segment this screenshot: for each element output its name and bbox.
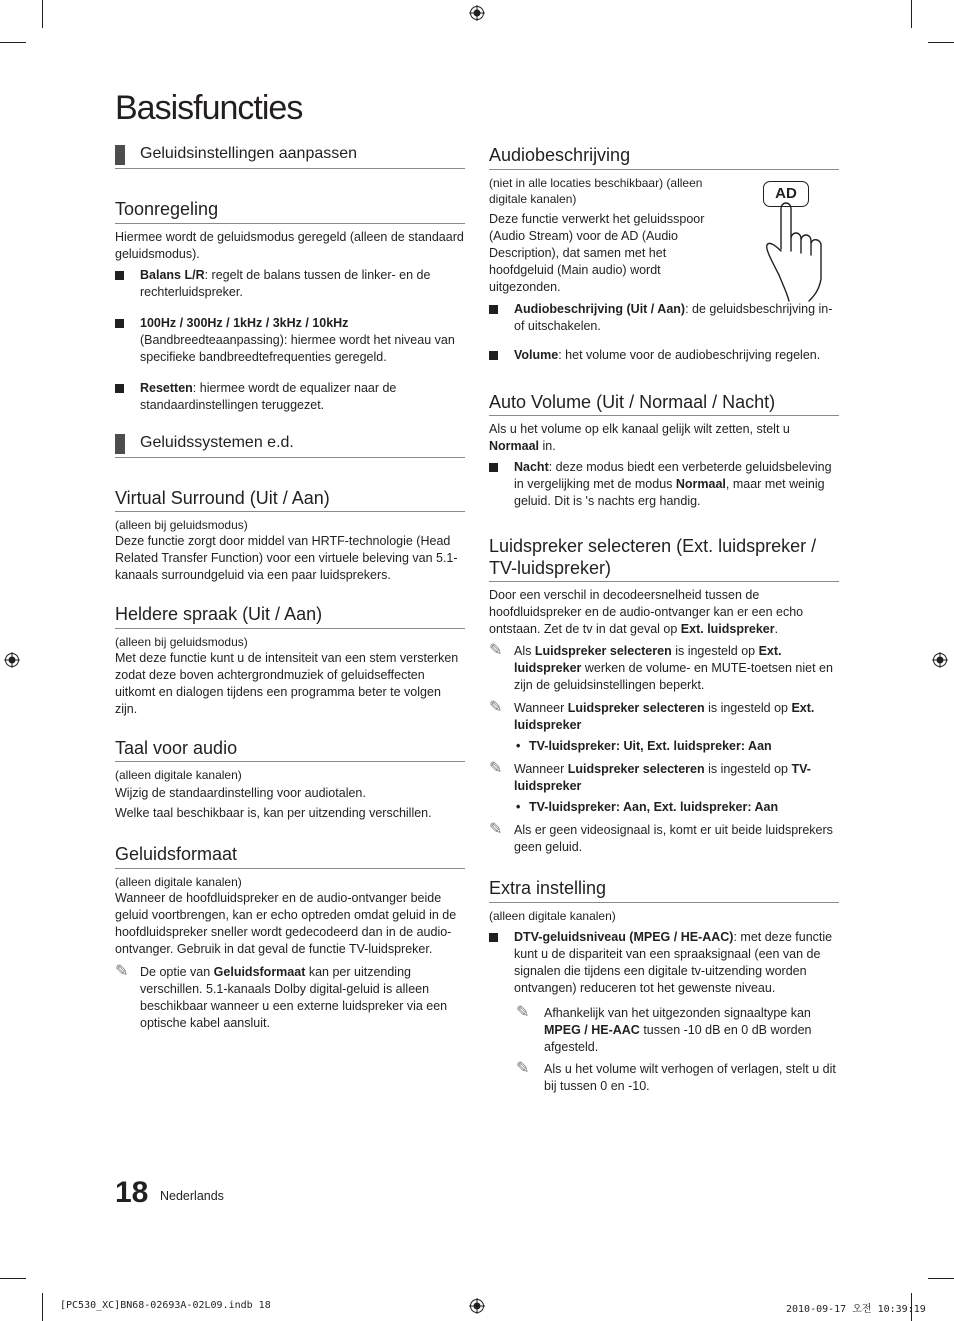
print-slug-left: [PC530_XC]BN68-02693A-02L09.indb 18 bbox=[60, 1300, 271, 1311]
section-title-toonregeling: Toonregeling bbox=[115, 199, 465, 224]
vs-condition: (alleen bij geluidsmodus) bbox=[115, 518, 248, 533]
list-item: Volume: het volume voor de audiobeschrijving regelen. bbox=[489, 347, 839, 364]
list-item: Audiobeschrijving (Uit / Aan): de geluidsbeschrijving in- of uitschakelen. bbox=[489, 301, 839, 335]
pencil-note-icon: ✎ bbox=[489, 760, 503, 778]
section-title-luidspreker-selecteren: Luidspreker selecteren (Ext. luidspreker / TV-luidspreker) bbox=[489, 536, 839, 582]
bullet-square-icon bbox=[489, 933, 498, 942]
crop-mark bbox=[42, 1293, 43, 1321]
bullet-square-icon bbox=[489, 305, 498, 314]
note-item: ✎ Als er geen videosignaal is, komt er uit beide luidsprekers geen geluid. bbox=[489, 821, 833, 855]
crop-mark bbox=[42, 0, 43, 28]
subsection-header bbox=[115, 145, 465, 169]
gf-text: Wanneer de hoofdluidspreker en de audio-ontvanger beide geluid voortbrengen, kan er echo optreden omdat geluid in de hoofdluidspreker sneller wordt gedecodeerd dan in de audio-ontvanger. Gebruik in dat geval de functie TV-luidspreker. bbox=[115, 890, 457, 956]
pencil-note-icon: ✎ bbox=[489, 821, 503, 839]
note-item: ✎ Wanneer Luidspreker selecteren is ingesteld op TV-luidspreker bbox=[489, 760, 811, 794]
hs-text: Met deze functie kunt u de intensiteit van een stem versterken zodat deze boven achtergrondmuziek of geluidseffecten uitkomt en dialogen tijdens een programma beter te volgen zijn. bbox=[115, 650, 459, 716]
registration-mark-icon bbox=[932, 652, 948, 668]
pencil-note-icon: ✎ bbox=[516, 1003, 530, 1021]
section-title-geluidsformaat: Geluidsformaat bbox=[115, 844, 465, 869]
left-column bbox=[115, 145, 465, 1036]
registration-mark-icon bbox=[469, 5, 485, 21]
hand-pointer-icon bbox=[759, 179, 839, 304]
crop-mark bbox=[911, 0, 912, 28]
taal-text1: Wijzig de standaardinstelling voor audiotalen. bbox=[115, 786, 366, 801]
ab-condition: (niet in alle locaties beschikbaar) (alleen digitale kanalen) bbox=[489, 175, 703, 206]
page-title: Basisfuncties bbox=[115, 89, 303, 127]
bullet-square-icon bbox=[115, 319, 124, 328]
section-bar-icon bbox=[115, 434, 125, 454]
crop-mark bbox=[0, 42, 26, 43]
list-item: • TV-luidspreker: Aan, Ext. luidspreker: Aan bbox=[516, 800, 779, 815]
taal-text2: Welke taal beschikbaar is, kan per uitzending verschillen. bbox=[115, 806, 432, 821]
ei-condition: (alleen digitale kanalen) bbox=[489, 908, 616, 923]
av-text: Als u het volume op elk kanaal gelijk wilt zetten, stelt u Normaal in. bbox=[489, 422, 790, 454]
crop-mark bbox=[928, 1278, 954, 1279]
list-item: Nacht: deze modus biedt een verbeterde geluidsbeleving in vergelijking met de modus Normaal, maar met weinig geluid. Dit is 's nachts erg handig. bbox=[489, 459, 839, 510]
crop-mark bbox=[0, 1278, 26, 1279]
section-title-taal-voor-audio: Taal voor audio bbox=[115, 738, 465, 763]
list-item: Resetten: hiermee wordt de equalizer naar de standaardinstellingen teruggezet. bbox=[115, 380, 465, 414]
bullet-square-icon bbox=[115, 271, 124, 280]
taal-condition: (alleen digitale kanalen) bbox=[115, 768, 242, 783]
note-item: ✎ Als Luidspreker selecteren is ingesteld op Ext. luidspreker werken de volume- en MUTE-toetsen niet en zijn de geluidsinstellingen beperkt. bbox=[489, 642, 833, 693]
toon-intro: Hiermee wordt de geluidsmodus geregeld (alleen de standaard geluidsmodus). bbox=[115, 229, 464, 261]
pencil-note-icon: ✎ bbox=[489, 699, 503, 717]
bullet-dot-icon: • bbox=[516, 800, 521, 815]
page-number: 18 bbox=[115, 1176, 149, 1209]
vs-text: Deze functie zorgt door middel van HRTF-technologie (Head Related Transfer Function) voor een virtuele beleving van 5.1-kanaals surroundgeluid via een paar luidsprekers. bbox=[115, 534, 458, 583]
bullet-dot-icon: • bbox=[516, 739, 521, 754]
gf-condition: (alleen digitale kanalen) bbox=[115, 874, 242, 889]
bullet-square-icon bbox=[115, 384, 124, 393]
list-item: Balans L/R: regelt de balans tussen de linker- en de rechterluidspreker. bbox=[115, 267, 465, 301]
section-bar-icon bbox=[115, 145, 125, 165]
ls-text: Door een verschil in decodeersnelheid tussen de hoofdluidspreker en de audio-ontvanger kan er een echo ontstaan. Zet de tv in dat geval op Ext. luidspreker. bbox=[489, 588, 804, 637]
ab-text: Deze functie verwerkt het geluidsspoor (Audio Stream) voor de AD (Audio Description), dat samen met het hoofdgeluid (Main audio) wordt uitgezonden. bbox=[489, 211, 705, 294]
note-item: ✎ Wanneer Luidspreker selecteren is ingesteld op Ext. luidspreker bbox=[489, 699, 815, 733]
hs-condition: (alleen bij geluidsmodus) bbox=[115, 634, 248, 649]
section-title-heldere-spraak: Heldere spraak (Uit / Aan) bbox=[115, 604, 465, 629]
registration-mark-icon bbox=[4, 652, 20, 668]
list-item: • TV-luidspreker: Uit, Ext. luidspreker: Aan bbox=[516, 739, 772, 754]
note-item: ✎ De optie van Geluidsformaat kan per uitzending verschillen. 5.1-kanaals Dolby digital-geluid is alleen beschikbaar wanneer u een externe luidspreker via een optische kabel aansluit. bbox=[115, 962, 448, 1030]
section-title-virtual-surround: Virtual Surround (Uit / Aan) bbox=[115, 488, 465, 513]
bullet-square-icon bbox=[489, 351, 498, 360]
pencil-note-icon: ✎ bbox=[115, 962, 129, 980]
subsection-title: Geluidsinstellingen aanpassen bbox=[140, 145, 358, 162]
pencil-note-icon: ✎ bbox=[516, 1059, 530, 1077]
subsection-header bbox=[115, 434, 465, 458]
section-title-extra-instelling: Extra instelling bbox=[489, 878, 839, 903]
section-title-auto-volume: Auto Volume (Uit / Normaal / Nacht) bbox=[489, 392, 839, 417]
crop-mark bbox=[928, 42, 954, 43]
list-item: DTV-geluidsniveau (MPEG / HE-AAC): met deze functie kunt u de dispariteit van een spraaksignaal (een van de signalen die tijdens een digitale tv-uitzending worden ontvangen) reduceren tot het gewenste niveau. bbox=[489, 929, 839, 997]
registration-mark-icon bbox=[469, 1298, 485, 1314]
list-item: 100Hz / 300Hz / 1kHz / 3kHz / 10kHz (Bandbreedteaanpassing): hiermee wordt het niveau van specifieke bandbreedtefrequenties geregeld. bbox=[115, 315, 465, 366]
pencil-note-icon: ✎ bbox=[489, 642, 503, 660]
ad-remote-illustration bbox=[759, 179, 839, 304]
ad-button: AD bbox=[763, 181, 809, 207]
page-language: Nederlands bbox=[160, 1189, 224, 1203]
section-title-audiobeschrijving: Audiobeschrijving bbox=[489, 145, 839, 170]
bullet-square-icon bbox=[489, 463, 498, 472]
print-slug-right: 2010-09-17 오전 10:39:19 bbox=[786, 1304, 926, 1315]
subsection-title: Geluidssystemen e.d. bbox=[140, 433, 294, 451]
right-column bbox=[489, 145, 839, 1099]
note-item: ✎ Afhankelijk van het uitgezonden signaaltype kan MPEG / HE-AAC tussen -10 dB en 0 dB worden afgesteld. bbox=[516, 1003, 812, 1054]
note-item: ✎ Als u het volume wilt verhogen of verlagen, stelt u dit bij tussen 0 en -10. bbox=[516, 1059, 836, 1093]
